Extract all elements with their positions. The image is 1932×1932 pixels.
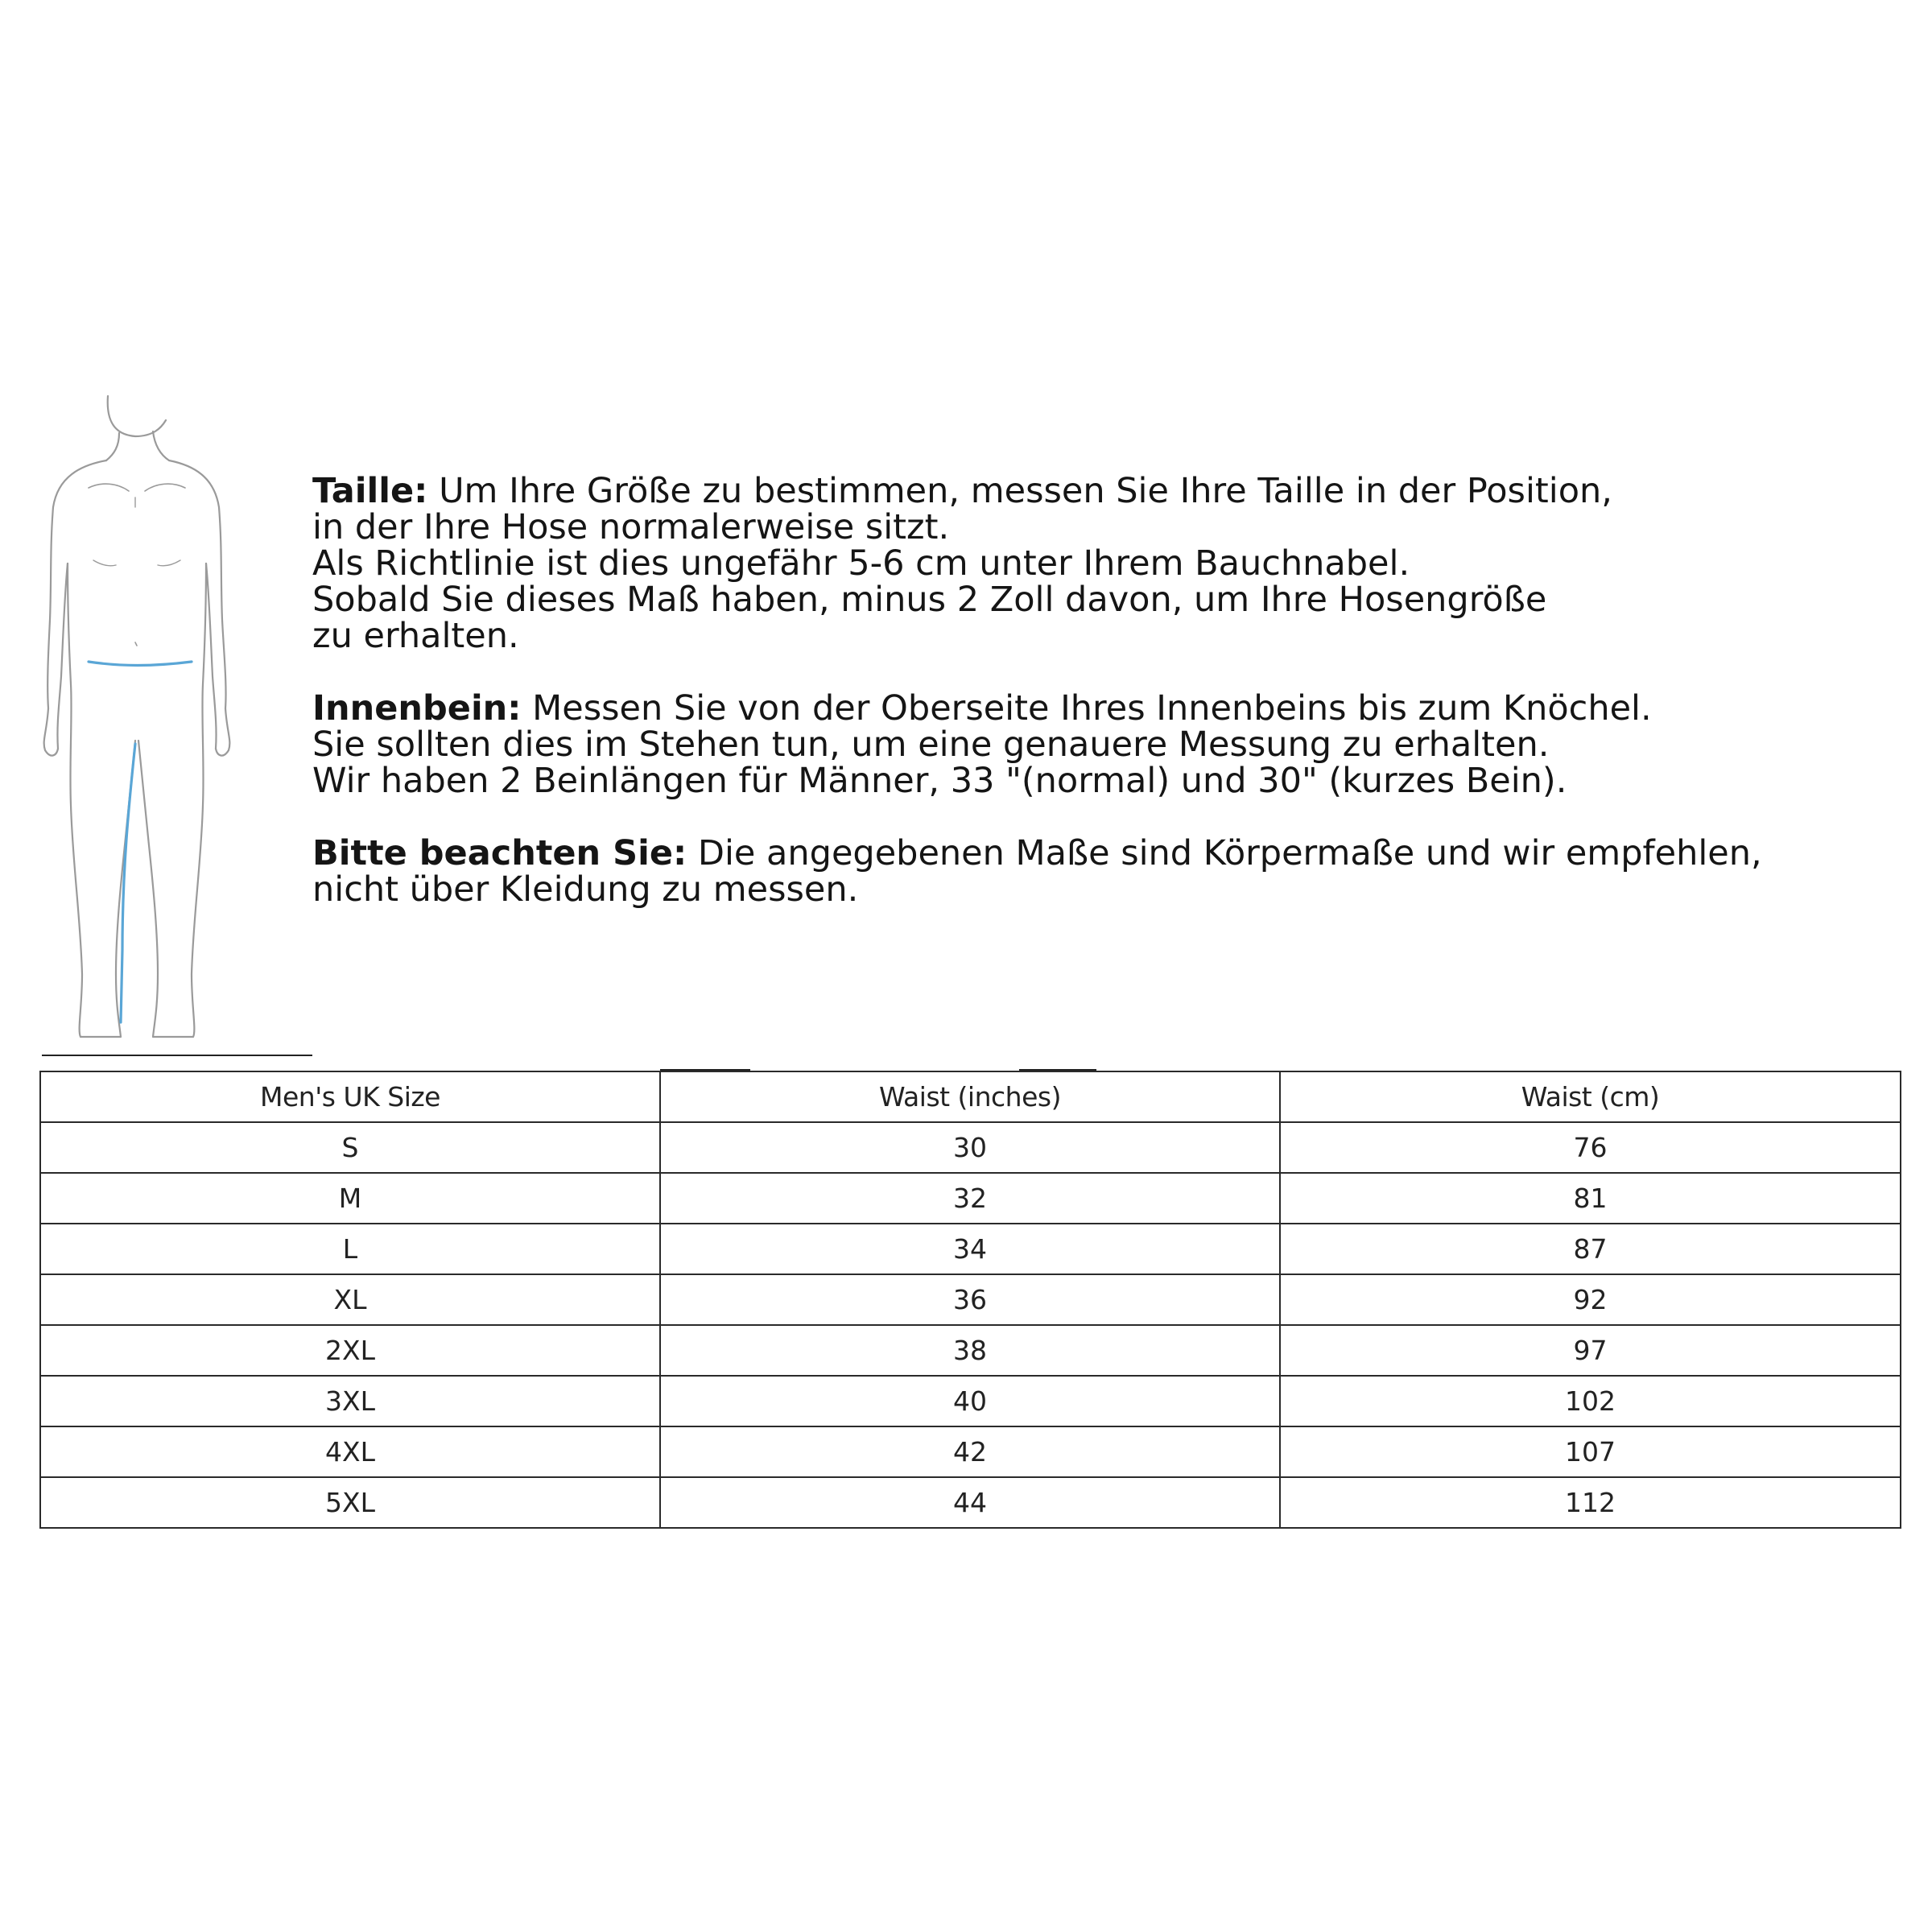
table-header-row [40, 1071, 1901, 1122]
waist-instructions [312, 473, 1882, 654]
waist-line-2: in der Ihre Hose normalerweise sitzt. [312, 507, 950, 547]
inseam-label: Innenbein: [312, 688, 522, 729]
cell-size: 5XL [40, 1477, 660, 1528]
table-row [40, 1325, 1901, 1376]
cell-size: 4XL [40, 1426, 660, 1477]
table-row [40, 1122, 1901, 1173]
divider-left [42, 1055, 312, 1056]
cell-waist-inches: 34 [660, 1224, 1280, 1274]
table-row [40, 1224, 1901, 1274]
measurement-instructions [312, 473, 1882, 944]
note-text-1: Die angegebenen Maße sind Körpermaße und wir empfehlen, [697, 833, 1762, 873]
header-waist-inches: Waist (inches) [660, 1071, 1280, 1122]
size-table [39, 1071, 1901, 1529]
cell-waist-inches: 36 [660, 1274, 1280, 1325]
waist-line-4: Sobald Sie dieses Maß haben, minus 2 Zoll davon, um Ihre Hosengröße [312, 580, 1547, 620]
inseam-line-2: Sie sollten dies im Stehen tun, um eine genauere Messung zu erhalten. [312, 724, 1550, 765]
table-row [40, 1426, 1901, 1477]
cell-size: S [40, 1122, 660, 1173]
cell-waist-inches: 40 [660, 1376, 1280, 1426]
waist-line-1 [312, 473, 1882, 510]
table-row [40, 1173, 1901, 1224]
cell-waist-cm: 112 [1280, 1477, 1901, 1528]
cell-waist-cm: 107 [1280, 1426, 1901, 1477]
cell-waist-cm: 81 [1280, 1173, 1901, 1224]
note-instructions [312, 833, 1882, 910]
table-row [40, 1376, 1901, 1426]
table-row [40, 1274, 1901, 1325]
inseam-line-1 [312, 688, 1882, 729]
cell-waist-inches: 30 [660, 1122, 1280, 1173]
cell-waist-inches: 42 [660, 1426, 1280, 1477]
cell-waist-cm: 92 [1280, 1274, 1901, 1325]
cell-waist-cm: 102 [1280, 1376, 1901, 1426]
cell-size: M [40, 1173, 660, 1224]
inseam-instructions [312, 688, 1882, 801]
cell-waist-inches: 38 [660, 1325, 1280, 1376]
cell-waist-cm: 76 [1280, 1122, 1901, 1173]
waist-text-1: Um Ihre Größe zu bestimmen, messen Sie Ihre Taille in der Position, [439, 471, 1612, 511]
cell-size: XL [40, 1274, 660, 1325]
note-label: Bitte beachten Sie: [312, 833, 687, 873]
waist-line-5: zu erhalten. [312, 616, 519, 656]
cell-size: 3XL [40, 1376, 660, 1426]
inseam-line-3: Wir haben 2 Beinlängen für Männer, 33 "(normal) und 30" (kurzes Bein). [312, 761, 1567, 801]
cell-waist-inches: 32 [660, 1173, 1280, 1224]
note-line-1 [312, 833, 1882, 873]
cell-waist-inches: 44 [660, 1477, 1280, 1528]
header-waist-cm: Waist (cm) [1280, 1071, 1901, 1122]
waist-label: Taille: [312, 471, 428, 511]
waist-line-3: Als Richtlinie ist dies ungefähr 5-6 cm unter Ihrem Bauchnabel. [312, 543, 1410, 584]
inseam-text-1: Messen Sie von der Oberseite Ihres Innenbeins bis zum Knöchel. [532, 688, 1652, 729]
body-measurement-figure [32, 386, 250, 1046]
cell-size: L [40, 1224, 660, 1274]
cell-waist-cm: 87 [1280, 1224, 1901, 1274]
header-size: Men's UK Size [40, 1071, 660, 1122]
cell-waist-cm: 97 [1280, 1325, 1901, 1376]
table-row [40, 1477, 1901, 1528]
note-line-2: nicht über Kleidung zu messen. [312, 869, 859, 910]
cell-size: 2XL [40, 1325, 660, 1376]
body-measurement-figure-icon [32, 386, 250, 1046]
